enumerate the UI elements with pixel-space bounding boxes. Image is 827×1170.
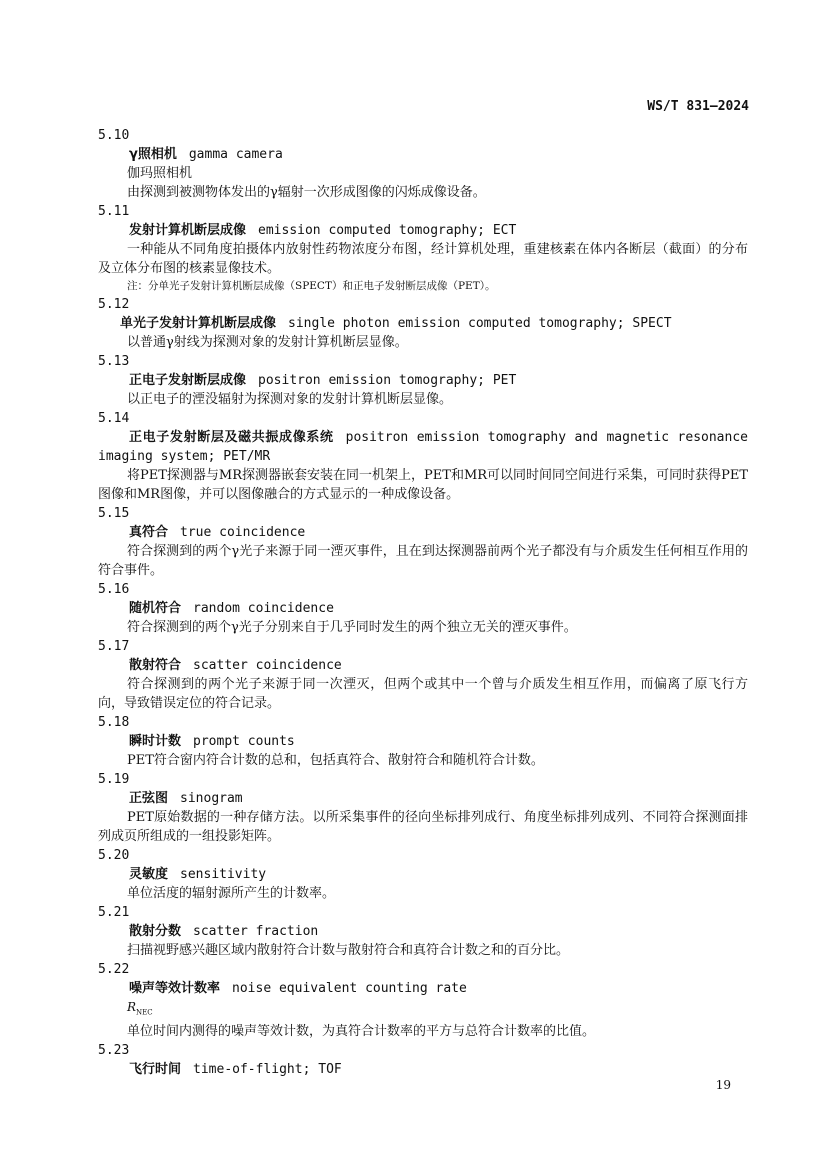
entry-number: 5.13: [98, 354, 130, 369]
term-cn: 正电子发射断层及磁共振成像系统: [129, 430, 334, 445]
term-heading: [120, 314, 748, 333]
term-en: sensitivity: [180, 867, 267, 882]
term-en: positron emission tomography and magnetic resonance imaging system; PET/MR: [98, 430, 748, 464]
entry-number: 5.10: [98, 128, 130, 143]
term-en: random coincidence: [193, 601, 334, 616]
term-definition: 符合探测到的两个γ光子来源于同一湮灭事件，且在到达探测器前两个光子都没有与介质发生任何相互作用的符合事件。: [98, 544, 748, 578]
term-en: positron emission tomography; PET: [258, 373, 517, 388]
term-heading: [129, 1060, 748, 1079]
term-heading: [129, 922, 748, 941]
entry-number: 5.20: [98, 848, 130, 863]
term-en: true coincidence: [180, 525, 306, 540]
term-cn: 随机符合: [129, 601, 182, 616]
term-en: scatter fraction: [193, 924, 319, 939]
term-cn: 散射分数: [129, 924, 182, 939]
term-definition: 符合探测到的两个γ光子分别来自于几乎同时发生的两个独立无关的湮灭事件。: [127, 620, 577, 635]
terms-content: [98, 126, 748, 1079]
term-definition: 以正电子的湮没辐射为探测对象的发射计算机断层显像。: [127, 392, 453, 407]
symbol-main: R: [127, 1000, 137, 1014]
term-heading: [129, 523, 748, 542]
term-en: time-of-flight; TOF: [193, 1062, 342, 1078]
entry-number: 5.18: [98, 715, 130, 730]
term-heading: [129, 371, 748, 390]
entry-number: 5.11: [98, 204, 130, 219]
entry-number: 5.23: [98, 1043, 130, 1059]
term-definition: 由探测到被测物体发出的γ辐射一次形成图像的闪烁成像设备。: [127, 185, 486, 200]
term-heading: [129, 789, 748, 808]
symbol-subscript: NEC: [136, 1008, 153, 1017]
page-number: 19: [715, 1078, 731, 1092]
term-definition: PET原始数据的一种存储方法。以所采集事件的径向坐标排列成行、角度坐标排列成列、不同符合探测面排列成页所组成的一组投影矩阵。: [98, 810, 748, 844]
term-heading: [129, 865, 748, 884]
term-definition: 将PET探测器与MR探测器嵌套安装在同一机架上，PET和MR可以同时间同空间进行采集，可同时获得PET图像和MR图像，并可以图像融合的方式显示的一种成像设备。: [98, 468, 748, 502]
term-cn: 真符合: [129, 525, 169, 540]
term-cn: 单光子发射计算机断层成像: [120, 316, 277, 331]
entry-number: 5.22: [98, 962, 130, 977]
term-en: sinogram: [180, 791, 243, 806]
term-definition: PET符合窗内符合计数的总和，包括真符合、散射符合和随机符合计数。: [127, 753, 544, 768]
term-cn: 瞬时计数: [129, 734, 182, 749]
term-en: scatter coincidence: [193, 658, 342, 673]
term-note: 注：分单光子发射计算机断层成像（SPECT）和正电子发射断层成像（PET）。: [127, 280, 496, 292]
term-heading: [98, 428, 748, 466]
term-en: prompt counts: [193, 734, 295, 749]
term-symbol: [127, 998, 748, 1022]
term-heading: [129, 656, 748, 675]
term-definition: 符合探测到的两个光子来源于同一次湮灭，但两个或其中一个曾与介质发生相互作用，而偏离了原飞行方向，导致错误定位的符合记录。: [98, 677, 748, 711]
term-cn: 散射符合: [129, 658, 182, 673]
entry-number: 5.16: [98, 582, 130, 597]
term-alias: 伽玛照相机: [127, 166, 193, 181]
standard-number: WS/T 831—2024: [647, 99, 749, 114]
term-heading: [129, 145, 748, 164]
term-definition: 单位活度的辐射源所产生的计数率。: [127, 886, 336, 901]
entry-number: 5.12: [98, 297, 130, 312]
term-heading: [129, 979, 748, 998]
entry-number: 5.19: [98, 772, 130, 787]
entry-number: 5.14: [98, 411, 130, 426]
term-definition: 扫描视野感兴趣区域内散射符合计数与散射符合和真符合计数之和的百分比。: [127, 943, 570, 958]
term-cn: γ照相机: [129, 147, 177, 162]
term-cn: 飞行时间: [129, 1062, 182, 1078]
term-heading: [129, 732, 748, 751]
term-cn: 灵敏度: [129, 867, 169, 882]
term-cn: 发射计算机断层成像: [129, 223, 247, 238]
entry-number: 5.21: [98, 905, 130, 920]
entry-number: 5.15: [98, 506, 130, 521]
term-heading: [129, 599, 748, 618]
term-cn: 正电子发射断层成像: [129, 373, 247, 388]
term-en: single photon emission computed tomography; SPECT: [288, 316, 672, 331]
term-definition: 以普通γ射线为探测对象的发射计算机断层显像。: [127, 335, 408, 350]
entry-number: 5.17: [98, 639, 130, 654]
term-heading: [129, 221, 748, 240]
term-cn: 正弦图: [129, 791, 169, 806]
term-definition: 单位时间内测得的噪声等效计数，为真符合计数率的平方与总符合计数率的比值。: [127, 1024, 596, 1040]
term-en: gamma camera: [188, 147, 283, 162]
term-definition: 一种能从不同角度拍摄体内放射性药物浓度分布图，经计算机处理，重建核素在体内各断层（截面）的分布及立体分布图的核素显像技术。: [98, 242, 748, 276]
term-en: emission computed tomography; ECT: [258, 223, 517, 238]
term-cn: 噪声等效计数率: [129, 981, 221, 996]
term-en: noise equivalent counting rate: [232, 981, 467, 996]
